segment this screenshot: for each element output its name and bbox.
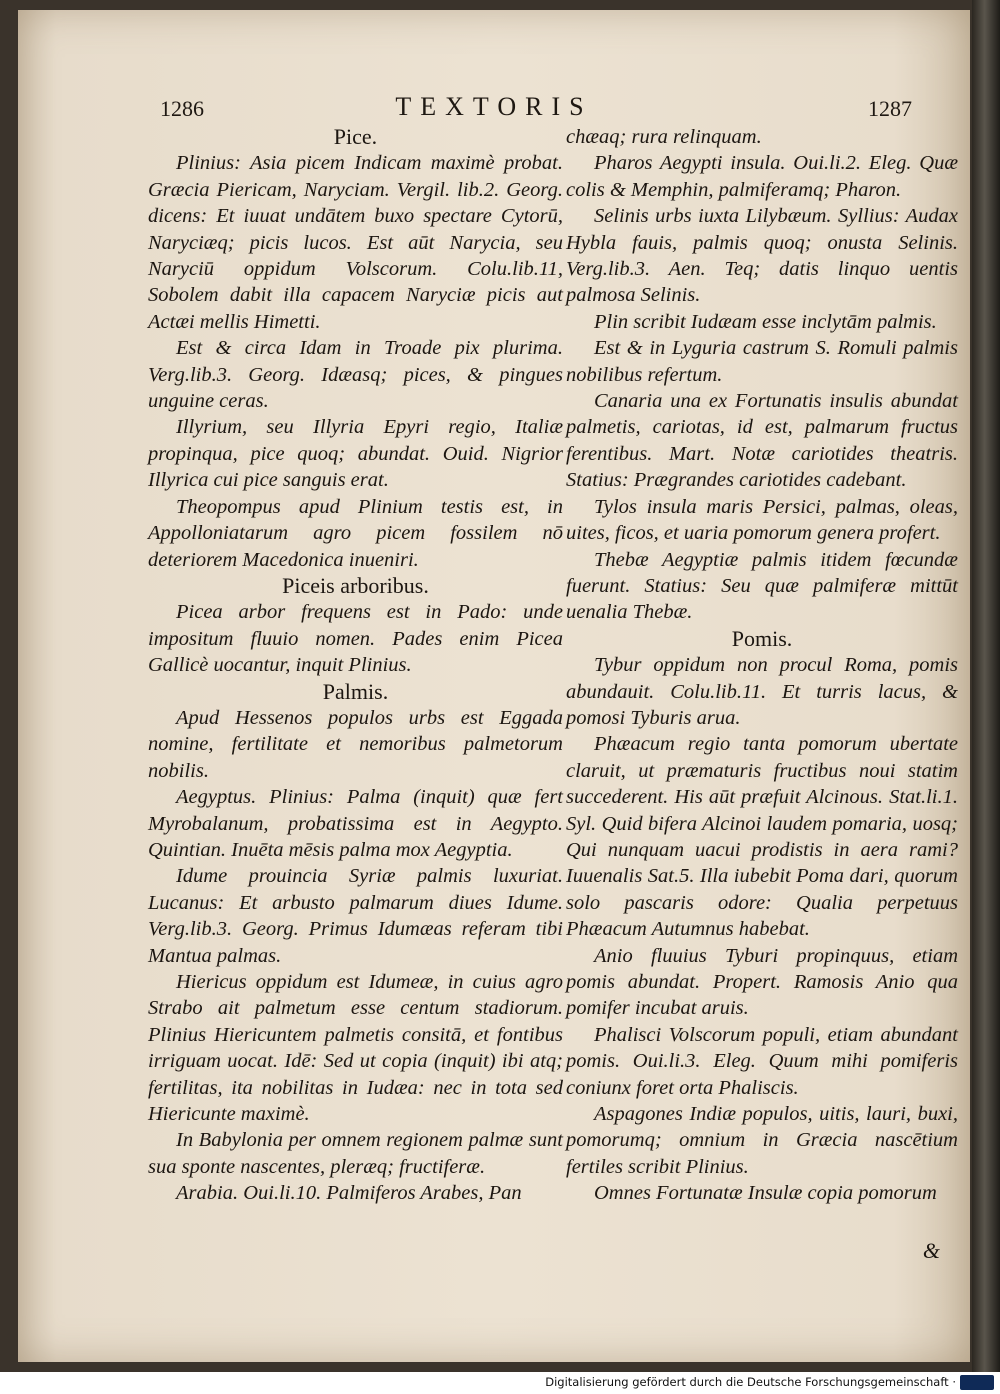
book-page	[18, 10, 970, 1362]
paragraph: Thebæ Aegyptiæ palmis itidem fœcundæ fuerunt. Statius: Seu quæ palmiferæ mittūt uenalia Thebæ.	[566, 548, 958, 624]
paragraph: Illyrium, seu Illyria Epyri regio, Italiæ propinqua, pice quoq; abundat. Ouid. Nigrior Illyrica cui pice sanguis erat.	[148, 416, 563, 492]
page-number-right: 1287	[868, 96, 912, 121]
paragraph: Arabia. Oui.li.10. Palmiferos Arabes, Pan	[176, 1182, 522, 1205]
text-column-right	[566, 124, 958, 1207]
text-column-left	[148, 124, 563, 1207]
paragraph: Phalisci Volscorum populi, etiam abundant pomis. Oui.li.3. Eleg. Quum mihi pomiferis coniunx foret orta Phaliscis.	[566, 1023, 958, 1099]
paragraph: In Babylonia per omnem regionem palmæ sunt sua sponte nascentes, pleræq; fructiferæ.	[148, 1129, 563, 1178]
paragraph: Anio fluuius Tyburi propinquus, etiam pomis abundat. Propert. Ramosis Anio qua pomifer incubat aruis.	[566, 944, 958, 1020]
running-title: TEXTORIS	[395, 92, 593, 121]
catchword: &	[922, 1238, 940, 1263]
paragraph: Plin scribit Iudæam esse inclytām palmis.	[594, 310, 937, 333]
paragraph: Est & in Lyguria castrum S. Romuli palmis nobilibus refertum.	[566, 337, 958, 386]
paragraph: Theopompus apud Plinium testis est, in Appolloniatarum agro picem fossilem nō deteriorem Macedonica inueniri.	[148, 495, 563, 571]
footer-bar	[0, 1372, 1000, 1394]
paragraph: Phæacum regio tanta pomorum ubertate claruit, ut præmaturis fructibus noui statim succederent. His aūt præfuit Alcinous. Stat.li.1. Syl. Quid bifera Alcinoi laudem pomaria, uosq; Qui nunquam uacui prodistis in aera rami? Iuuenalis Sat.5. Illa iubebit Poma dari, quorum solo pascaris odore: Qualia perpetuus Phæacum Autumnus habebat.	[566, 733, 958, 941]
paragraph: Picea arbor frequens est in Pado: unde impositum fluuio nomen. Pades enim Picea Gallicè uocantur, inquit Plinius.	[148, 601, 563, 677]
funding-note: Digitalisierung gefördert durch die Deutsche Forschungsgemeinschaft ·	[545, 1375, 956, 1389]
section-heading: Piceis arboribus.	[282, 572, 429, 598]
paragraph: Selinis urbs iuxta Lilybæum. Syllius: Audax Hybla fauis, palmis quoq; onusta Selinis. Verg.lib.3. Aen. Teq; datis linquo uentis palmosa Selinis.	[566, 205, 958, 307]
dfg-logo	[960, 1375, 994, 1390]
paragraph: Aegyptus. Plinius: Palma (inquit) quæ fert Myrobalanum, probatissima est in Aegypto. Quintian. Inuēta mēsis palma mox Aegyptia.	[148, 786, 563, 861]
paragraph: Tybur oppidum non procul Roma, pomis abundauit. Colu.lib.11. Et turris lacus, & pomosi Tyburis arua.	[566, 654, 958, 729]
page-number-left: 1286	[160, 96, 204, 121]
paragraph: Omnes Fortunatæ Insulæ copia pomorum	[594, 1182, 937, 1205]
paragraph: Hiericus oppidum est Idumeæ, in cuius agro Strabo ait palmetum esse centum stadiorum. Plinius Hiericuntem palmetis consitā, et fontibus irriguam uocat. Idē: Sed ut copia (inquit) ibi atq; fertilitas, ita nobilitas in Iudæa: nec in tota sed Hiericunte maximè.	[148, 971, 563, 1126]
paragraph: Plinius: Asia picem Indicam maximè probat. Græcia Piericam, Naryciam. Vergil. lib.2. Georg. dicens: Et iuuat undātem buxo spectare Cytorū, Naryciæq; picis lucos. Est aūt Narycia, seu Naryciū oppidum Volscorum. Colu.lib.11, Sobolem dabit illa capacem Naryciæ picis aut Actæi mellis Himetti.	[148, 152, 563, 333]
paragraph: Idume prouincia Syriæ palmis luxuriat. Lucanus: Et arbusto palmarum diues Idume. Verg.lib.3. Georg. Primus Idumæas referam tibi Mantua palmas.	[148, 865, 563, 967]
paragraph: Aspagones Indiæ populos, uitis, lauri, buxi, pomorumq; omnium in Græcia nascētium fertiles scribit Plinius.	[566, 1103, 958, 1178]
paragraph: Canaria una ex Fortunatis insulis abundat palmetis, cariotas, id est, palmarum fructus ferentibus. Mart. Notæ cariotides theatris. Statius: Prægrandes cariotides cadebant.	[566, 390, 958, 492]
page-header	[18, 92, 970, 128]
paragraph: chæaq; rura relinquam.	[566, 126, 762, 148]
section-heading: Pomis.	[731, 625, 793, 651]
scan-binding-edge	[972, 0, 1000, 1372]
section-heading: Palmis.	[322, 678, 389, 704]
paragraph: Pharos Aegypti insula. Oui.li.2. Eleg. Quæ colis & Memphin, palmiferamq; Pharon.	[566, 152, 958, 201]
section-heading: Pice.	[333, 124, 378, 149]
paragraph: Est & circa Idam in Troade pix plurima. Verg.lib.3. Georg. Idæasq; pices, & pingues unguine ceras.	[148, 337, 563, 413]
paragraph: Apud Hessenos populos urbs est Eggada nomine, fertilitate et nemoribus palmetorum nobilis.	[148, 706, 563, 782]
paragraph: Tylos insula maris Persici, palmas, oleas, uites, ficos, et uaria pomorum genera profert.	[566, 495, 958, 545]
